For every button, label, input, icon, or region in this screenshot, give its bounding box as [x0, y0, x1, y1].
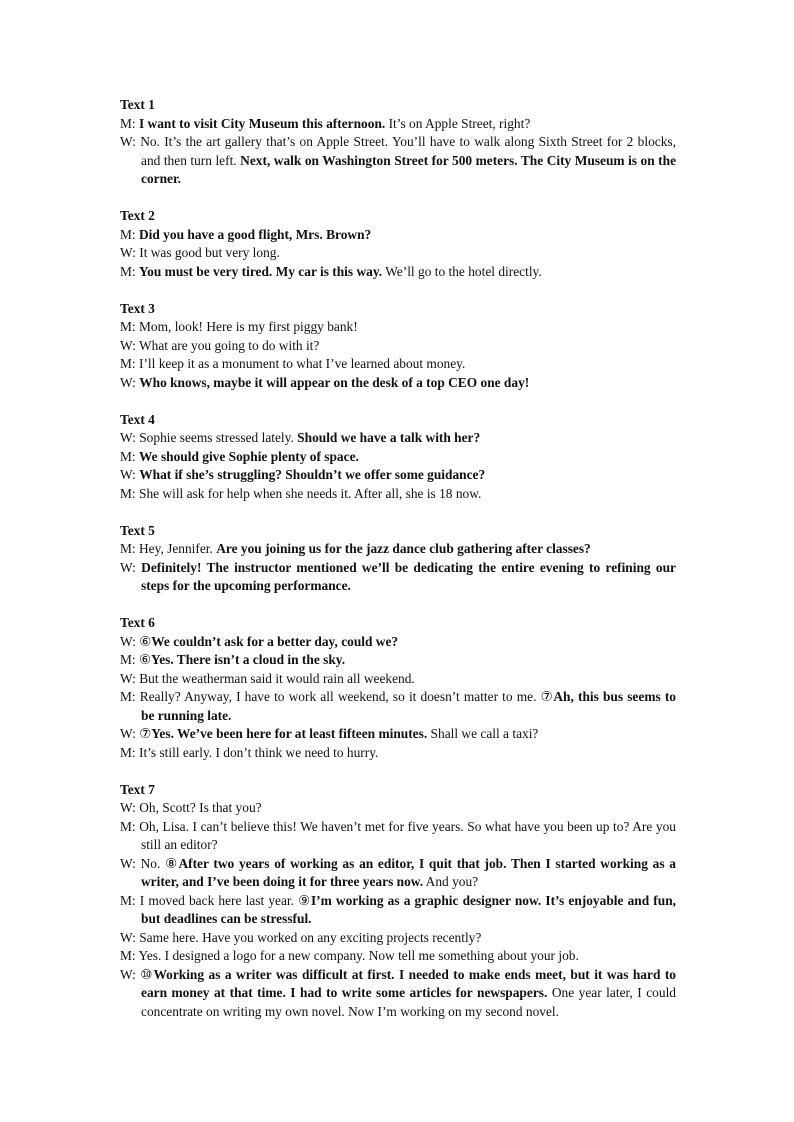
dialogue-text: Really? Anyway, I have to work all weekend, so it doesn’t matter to me. — [139, 689, 541, 704]
speaker-label: W: — [120, 929, 136, 945]
speaker-label: M: — [120, 226, 136, 242]
answer-key-text: Yes. There isn’t a cloud in the sky. — [151, 652, 346, 667]
answer-key-text: Are you joining us for the jazz dance club gathering after classes? — [216, 541, 591, 556]
dialogue-text: I moved back here last year. — [139, 892, 299, 908]
dialogue-text: We’ll go to the hotel directly. — [382, 263, 542, 279]
answer-key-text: Who knows, maybe it will appear on the desk of a top CEO one day! — [139, 374, 530, 390]
dialogue-text: She will ask for help when she needs it. After all, she is 18 now. — [139, 485, 482, 501]
dialogue-line — [120, 429, 676, 448]
speaker-label: M: — [120, 689, 136, 704]
dialogue-text: Oh, Lisa. I can’t believe this! We haven’t met for five years. So what have you been up to? Are you still an editor? — [139, 818, 676, 852]
question-number: ⑥ — [139, 633, 152, 649]
answer-key-text: Did you have a good flight, Mrs. Brown? — [139, 226, 372, 242]
dialogue-line — [120, 688, 676, 725]
dialogue-text: Yes. I designed a logo for a new company. Now tell me something about your job. — [138, 948, 579, 963]
dialogue-line — [120, 725, 676, 744]
text-section — [120, 411, 676, 504]
dialogue-line — [120, 966, 676, 1022]
question-number: ⑥ — [139, 652, 152, 667]
speaker-label: M: — [120, 263, 136, 279]
dialogue-text: No. It’s the art gallery that’s on Apple Street. You’ll have to walk along Sixth Street for 2 blocks, and then turn left. — [140, 134, 676, 168]
speaker-label: W: — [120, 374, 136, 390]
dialogue-text: And you? — [423, 874, 479, 889]
answer-key-text: Should we have a talk with her? — [297, 430, 481, 445]
speaker-label: M: — [120, 115, 136, 131]
section-title: Text 7 — [120, 781, 155, 797]
dialogue-line — [120, 263, 676, 282]
dialogue-text: Shall we call a taxi? — [427, 726, 539, 741]
speaker-label: M: — [120, 319, 136, 334]
transcript-page — [120, 96, 676, 1040]
speaker-label: M: — [120, 541, 136, 556]
dialogue-line — [120, 929, 676, 948]
dialogue-text: It was good but very long. — [139, 245, 280, 260]
text-section — [120, 614, 676, 762]
question-number: ⑦ — [139, 726, 152, 741]
question-number: ⑧ — [165, 855, 179, 871]
answer-key-text: After two years of working as an editor, I quit that job. Then I started working as a writer, and I’ve been doing it for three years now. — [141, 855, 676, 889]
answer-key-text: Working as a writer was difficult at first. I needed to make ends meet, but it was hard to earn money at that time. I had to write some articles for newspapers. — [141, 966, 677, 1000]
speaker-label: W: — [120, 337, 136, 353]
speaker-label: M: — [120, 948, 136, 963]
speaker-label: W: — [120, 670, 136, 686]
dialogue-line — [120, 670, 676, 689]
speaker-label: W: — [120, 800, 136, 815]
dialogue-line — [120, 133, 676, 189]
dialogue-line — [120, 466, 676, 485]
dialogue-line — [120, 651, 676, 670]
section-title: Text 3 — [120, 300, 155, 316]
dialogue-line — [120, 559, 676, 596]
dialogue-line — [120, 318, 676, 337]
answer-key-text: Next, walk on Washington Street for 500 meters. The City Museum is on the corner. — [141, 152, 677, 186]
speaker-label: M: — [120, 356, 136, 371]
section-title: Text 4 — [120, 411, 155, 427]
dialogue-text: It’s on Apple Street, right? — [385, 115, 531, 131]
speaker-label: M: — [120, 818, 136, 834]
speaker-label: W: — [120, 134, 136, 149]
dialogue-text: Same here. Have you worked on any exciting projects recently? — [139, 929, 482, 945]
dialogue-line — [120, 540, 676, 559]
answer-key-text: Ah, this bus seems to be running late. — [141, 689, 676, 723]
dialogue-text: One year later, I could concentrate on writing my own novel. Now I’m working on my second novel. — [141, 985, 676, 1019]
question-number: ⑦ — [540, 689, 554, 704]
speaker-label: M: — [120, 652, 136, 667]
speaker-label: W: — [120, 245, 136, 260]
speaker-label: W: — [120, 467, 136, 482]
dialogue-line — [120, 448, 676, 467]
answer-key-text: We couldn’t ask for a better day, could we? — [151, 633, 399, 649]
speaker-label: W: — [120, 430, 136, 445]
speaker-label: M: — [120, 448, 136, 464]
dialogue-line — [120, 115, 676, 134]
question-number: ⑩ — [140, 966, 154, 982]
dialogue-text: It’s still early. I don’t think we need to hurry. — [139, 744, 379, 760]
dialogue-line — [120, 799, 676, 818]
dialogue-text: Mom, look! Here is my first piggy bank! — [139, 319, 358, 334]
dialogue-line — [120, 855, 676, 892]
dialogue-line — [120, 947, 676, 966]
question-number: ⑨ — [298, 892, 311, 908]
dialogue-text: What are you going to do with it? — [138, 337, 320, 353]
answer-key-text: I want to visit City Museum this afternoon. — [139, 115, 386, 131]
dialogue-line — [120, 355, 676, 374]
dialogue-text: Oh, Scott? Is that you? — [139, 800, 262, 815]
text-section — [120, 96, 676, 189]
speaker-label: W: — [120, 726, 136, 741]
section-title: Text 5 — [120, 522, 155, 538]
speaker-label: W: — [120, 633, 136, 649]
dialogue-line — [120, 633, 676, 652]
text-section — [120, 781, 676, 1022]
speaker-label: M: — [120, 485, 136, 501]
text-section — [120, 522, 676, 596]
text-section — [120, 300, 676, 393]
dialogue-text: No. — [140, 855, 166, 871]
dialogue-text: Hey, Jennifer. — [139, 541, 217, 556]
answer-key-text: You must be very tired. My car is this way. — [139, 263, 383, 279]
dialogue-line — [120, 226, 676, 245]
dialogue-line — [120, 485, 676, 504]
dialogue-text: But the weatherman said it would rain all weekend. — [139, 670, 415, 686]
dialogue-line — [120, 244, 676, 263]
dialogue-line — [120, 818, 676, 855]
dialogue-line — [120, 337, 676, 356]
section-title: Text 1 — [120, 97, 155, 112]
section-title: Text 6 — [120, 615, 155, 630]
dialogue-line — [120, 744, 676, 763]
speaker-label: M: — [120, 892, 136, 908]
speaker-label: W: — [120, 559, 136, 575]
answer-key-text: We should give Sophie plenty of space. — [139, 448, 359, 464]
speaker-label: M: — [120, 744, 136, 760]
answer-key-text: Yes. We’ve been here for at least fifteen minutes. — [151, 726, 428, 741]
dialogue-text: I’ll keep it as a monument to what I’ve learned about money. — [139, 356, 466, 371]
dialogue-line — [120, 892, 676, 929]
answer-key-text: What if she’s struggling? Shouldn’t we offer some guidance? — [139, 467, 486, 482]
answer-key-text: Definitely! The instructor mentioned we’ll be dedicating the entire evening to refining our steps for the upcoming performance. — [141, 559, 676, 593]
answer-key-text: I’m working as a graphic designer now. It’s enjoyable and fun, but deadlines can be stressful. — [141, 892, 676, 926]
speaker-label: W: — [120, 855, 136, 871]
text-section — [120, 207, 676, 281]
section-title: Text 2 — [120, 208, 155, 223]
dialogue-line — [120, 374, 676, 393]
dialogue-text: Sophie seems stressed lately. — [139, 430, 298, 445]
speaker-label: W: — [120, 966, 136, 982]
